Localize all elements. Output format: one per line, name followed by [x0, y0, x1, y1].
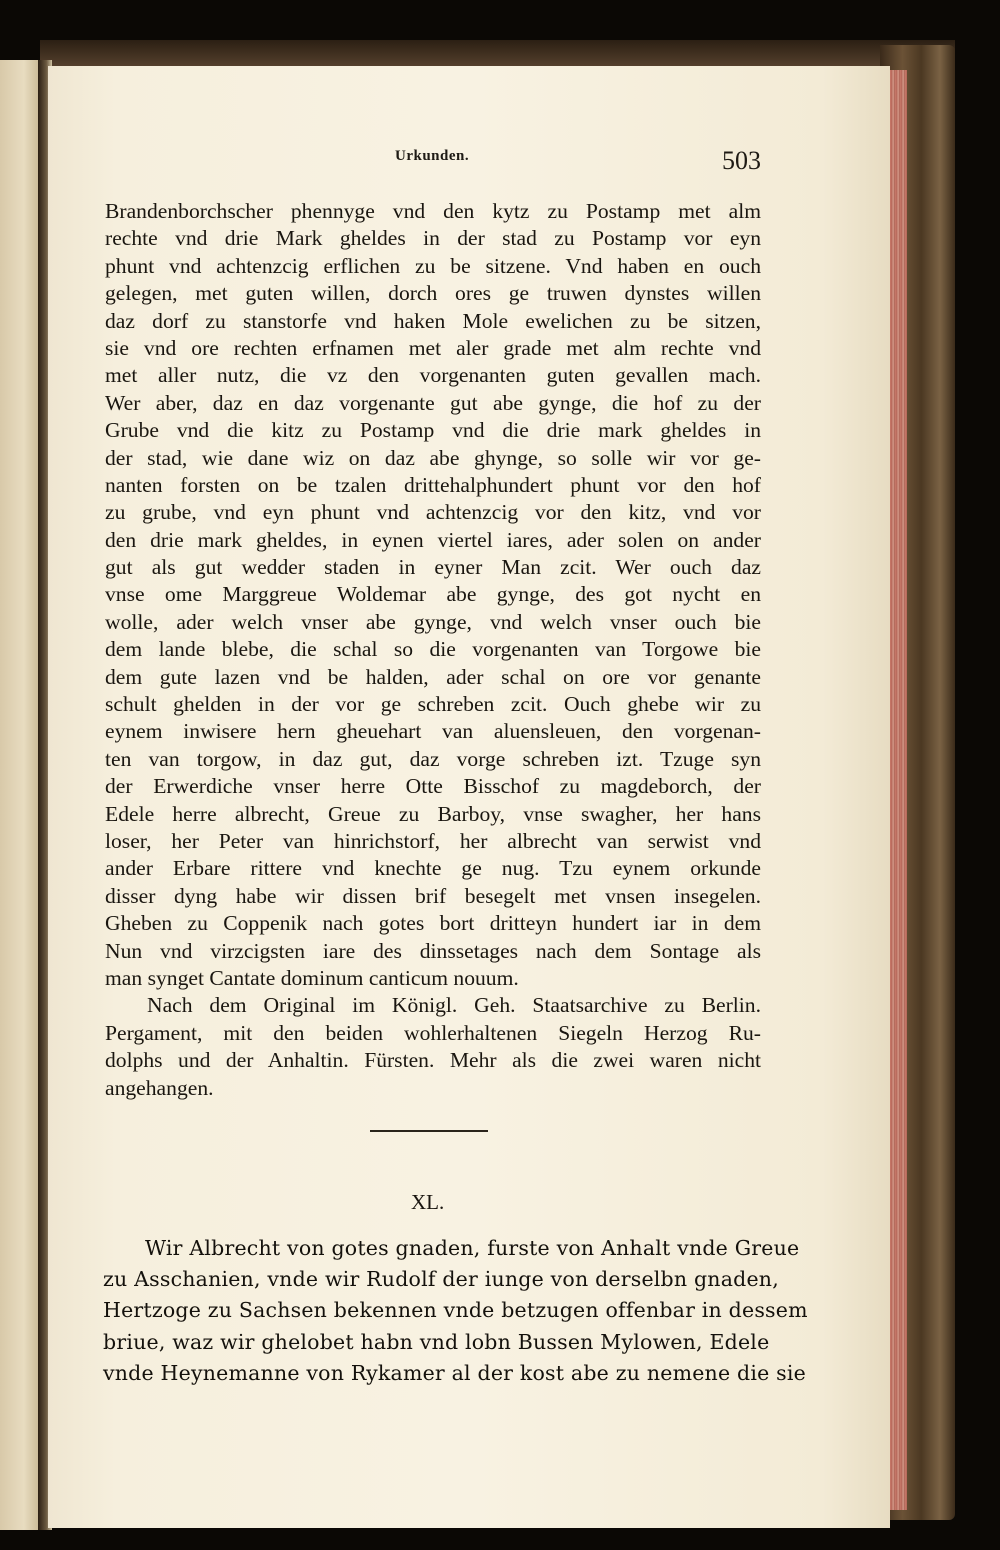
text-line: ander Erbare rittere vnd knechte ge nug. Tzu eynem orkunde: [105, 856, 761, 881]
text-line: den drie mark gheldes, in eynen viertel iares, ader solen on ander: [105, 527, 761, 552]
text-line: Nun vnd virzcigsten iare des dinssetages nach dem Sontage als: [105, 938, 761, 963]
note-line: Nach dem Original im Königl. Geh. Staatsarchive zu Berlin.: [147, 993, 761, 1018]
text-line: eynem inwisere hern gheuehart van aluensleuen, den vorgenan-: [105, 719, 761, 744]
blackletter-line: briue, waz wir ghelobet habn vnd lobn Bussen Mylowen, Edele: [103, 1329, 770, 1354]
text-line: phunt vnd achtenzcig erflichen zu be sitzene. Vnd haben en ouch: [105, 253, 761, 278]
text-line: dem gute lazen vnd be halden, ader schal on ore vor genante: [105, 664, 761, 689]
text-line: man synget Cantate dominum canticum nouum.: [105, 965, 519, 990]
text-line: der Erwerdiche vnser herre Otte Bisschof zu magdeborch, der: [105, 774, 761, 799]
text-line: gut als gut wedder staden in eyner Man zcit. Wer ouch daz: [105, 555, 761, 580]
text-line: daz dorf zu stanstorfe vnd haken Mole ewelichen zu be sitzen,: [105, 308, 761, 333]
document-body: [105, 198, 761, 1102]
previous-page-edge: [0, 60, 40, 1530]
section-divider: [370, 1130, 488, 1132]
text-line: rechte vnd drie Mark gheldes in der stad zu Postamp vor eyn: [105, 226, 761, 251]
text-line: der stad, wie dane wiz on daz abe ghynge, so solle wir vor ge-: [105, 445, 761, 470]
text-line: wolle, ader welch vnser abe gynge, vnd welch vnser ouch bie: [105, 609, 761, 634]
text-line: loser, her Peter van hinrichstorf, her albrecht van serwist vnd: [105, 828, 761, 853]
text-line: disser dyng habe wir dissen brif besegelt met vnsen insegelen.: [105, 883, 761, 908]
text-line: Brandenborchscher phennyge vnd den kytz zu Postamp met alm: [105, 199, 761, 223]
section-number: XL.: [411, 1190, 445, 1214]
text-line: Gheben zu Coppenik nach gotes bort dritteyn hundert iar in dem: [105, 911, 761, 936]
running-title: Urkunden.: [395, 148, 470, 164]
note-line: angehangen.: [105, 1075, 214, 1100]
text-line: Wer aber, daz en daz vorgenante gut abe gynge, die hof zu der: [105, 390, 761, 415]
text-line: dem lande blebe, die schal so die vorgenanten van Torgowe bie: [105, 637, 761, 662]
text-line: gelegen, met guten willen, dorch ores ge truwen dynstes willen: [105, 281, 761, 306]
text-line: sie vnd ore rechten erfnamen met aler grade met alm rechte vnd: [105, 335, 761, 360]
blackletter-line: Wir Albrecht von gotes gnaden, furste von Anhalt vnde Greue: [145, 1236, 800, 1260]
text-line: Grube vnd die kitz zu Postamp vnd die drie mark gheldes in: [105, 418, 761, 443]
note-line: dolphs und der Anhaltin. Fürsten. Mehr als die zwei waren nicht: [105, 1048, 761, 1073]
text-line: nanten forsten on be tzalen drittehalphundert phunt vor den hof: [105, 472, 761, 497]
text-line: vnse ome Marggreue Woldemar abe gynge, des got nycht en: [105, 582, 761, 607]
text-line: zu grube, vnd eyn phunt vnd achtenzcig vor den kitz, vnd vor: [105, 500, 761, 525]
blackletter-line: vnde Heynemanne von Rykamer al der kost abe zu nemene die sie: [103, 1360, 806, 1385]
page-number: 503: [722, 146, 761, 175]
text-line: schult ghelden in der vor ge schreben zcit. Ouch ghebe wir zu: [105, 692, 761, 717]
text-line: met aller nutz, die vz den vorgenanten guten gevallen mach.: [105, 363, 761, 388]
blackletter-text: [103, 1233, 808, 1389]
page-header: [0, 148, 1000, 178]
text-line: ten van torgow, in daz gut, daz vorge schreben izt. Tzuge syn: [105, 746, 761, 771]
blackletter-line: Hertzoge zu Sachsen bekennen vnde betzugen offenbar in dessem: [103, 1298, 808, 1323]
text-line: Edele herre albrecht, Greue zu Barboy, vnse swagher, her hans: [105, 801, 761, 826]
note-line: Pergament, mit den beiden wohlerhaltenen Siegeln Herzog Ru-: [105, 1020, 761, 1045]
blackletter-line: zu Asschanien, vnde wir Rudolf der iunge von derselbn gnaden,: [103, 1267, 779, 1292]
